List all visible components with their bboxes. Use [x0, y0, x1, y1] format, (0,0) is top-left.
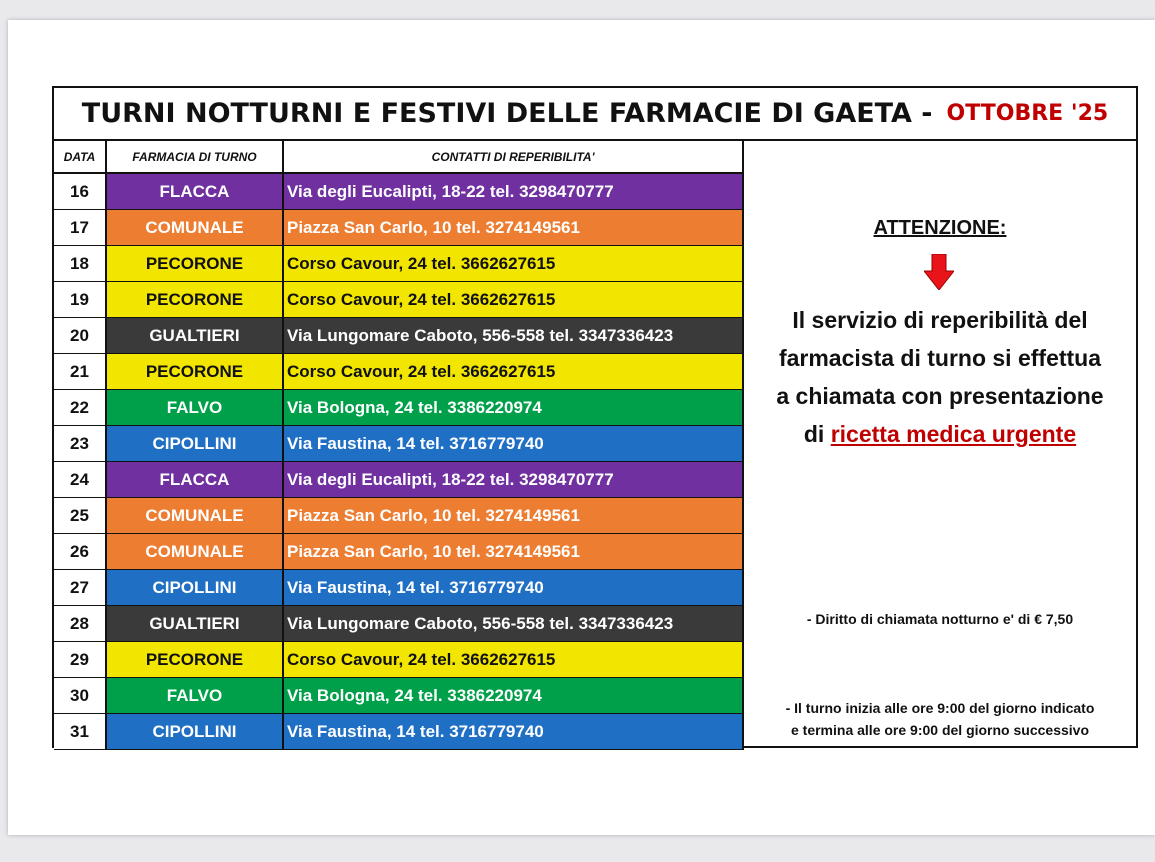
- table-title: [54, 88, 1136, 141]
- row-pharmacy: COMUNALE: [107, 210, 284, 246]
- row-contact: Via Faustina, 14 tel. 3716779740: [284, 426, 744, 462]
- row-contact: Via Lungomare Caboto, 556-558 tel. 3347336423: [284, 318, 744, 354]
- table-row: [54, 354, 744, 390]
- row-contact: Piazza San Carlo, 10 tel. 3274149561: [284, 498, 744, 534]
- row-contact: Via Faustina, 14 tel. 3716779740: [284, 714, 744, 750]
- notice-line-2: farmacista di turno si effettua: [778, 345, 1102, 371]
- row-pharmacy: GUALTIERI: [107, 606, 284, 642]
- notice-text: [744, 301, 1136, 453]
- row-contact: Via degli Eucalipti, 18-22 tel. 3298470777: [284, 462, 744, 498]
- row-pharmacy: CIPOLLINI: [107, 714, 284, 750]
- row-contact: Piazza San Carlo, 10 tel. 3274149561: [284, 534, 744, 570]
- document-page: [8, 20, 1155, 835]
- shift-hours-line-2: e termina alle ore 9:00 del giorno successivo: [790, 722, 1089, 738]
- row-date: 27: [54, 570, 107, 606]
- table-row: [54, 210, 744, 246]
- row-date: 26: [54, 534, 107, 570]
- row-contact: Piazza San Carlo, 10 tel. 3274149561: [284, 210, 744, 246]
- row-contact: Corso Cavour, 24 tel. 3662627615: [284, 282, 744, 318]
- table-row: [54, 426, 744, 462]
- table-row: [54, 678, 744, 714]
- table-row: [54, 570, 744, 606]
- table-row: [54, 498, 744, 534]
- urgent-prescription-highlight: ricetta medica urgente: [830, 421, 1077, 447]
- table-row: [54, 462, 744, 498]
- row-date: 20: [54, 318, 107, 354]
- row-pharmacy: PECORONE: [107, 354, 284, 390]
- notice-line-4-prefix: di: [803, 421, 825, 447]
- shift-hours-line-1: - Il turno inizia alle ore 9:00 del giorno indicato: [785, 700, 1095, 716]
- row-pharmacy: PECORONE: [107, 642, 284, 678]
- pharmacy-schedule-table: [52, 86, 1138, 748]
- row-date: 23: [54, 426, 107, 462]
- notice-line-3: a chiamata con presentazione: [776, 383, 1104, 409]
- row-date: 16: [54, 174, 107, 210]
- attention-heading: ATTENZIONE:: [873, 217, 1007, 239]
- row-pharmacy: FLACCA: [107, 174, 284, 210]
- table-row: [54, 174, 744, 210]
- table-row: [54, 606, 744, 642]
- table-row: [54, 282, 744, 318]
- table-row: [54, 390, 744, 426]
- notice-line-4: [744, 415, 1136, 453]
- row-date: 21: [54, 354, 107, 390]
- title-month: OTTOBRE '25: [946, 101, 1109, 126]
- notice-line-1: Il servizio di reperibilità del: [792, 307, 1088, 333]
- row-date: 25: [54, 498, 107, 534]
- red-down-arrow-icon: [924, 254, 954, 290]
- row-pharmacy: COMUNALE: [107, 534, 284, 570]
- header-date: DATA: [54, 141, 107, 174]
- table-row: [54, 246, 744, 282]
- row-date: 28: [54, 606, 107, 642]
- row-contact: Via Bologna, 24 tel. 3386220974: [284, 390, 744, 426]
- table-row: [54, 714, 744, 750]
- header-contacts: CONTATTI DI REPERIBILITA': [284, 141, 744, 174]
- row-date: 31: [54, 714, 107, 750]
- row-pharmacy: PECORONE: [107, 246, 284, 282]
- row-date: 30: [54, 678, 107, 714]
- row-contact: Corso Cavour, 24 tel. 3662627615: [284, 642, 744, 678]
- row-pharmacy: FALVO: [107, 390, 284, 426]
- row-pharmacy: FLACCA: [107, 462, 284, 498]
- row-date: 18: [54, 246, 107, 282]
- row-contact: Via degli Eucalipti, 18-22 tel. 3298470777: [284, 174, 744, 210]
- row-contact: Via Bologna, 24 tel. 3386220974: [284, 678, 744, 714]
- row-date: 17: [54, 210, 107, 246]
- row-pharmacy: COMUNALE: [107, 498, 284, 534]
- row-contact: Corso Cavour, 24 tel. 3662627615: [284, 246, 744, 282]
- table-row: [54, 534, 744, 570]
- title-main: TURNI NOTTURNI E FESTIVI DELLE FARMACIE DI GAETA -: [81, 98, 933, 129]
- header-pharmacy: FARMACIA DI TURNO: [107, 141, 284, 174]
- call-fee-note: - Diritto di chiamata notturno e' di € 7,50: [806, 611, 1074, 627]
- row-pharmacy: CIPOLLINI: [107, 426, 284, 462]
- row-contact: Via Faustina, 14 tel. 3716779740: [284, 570, 744, 606]
- schedule-rows: [54, 174, 744, 750]
- row-date: 22: [54, 390, 107, 426]
- shift-hours-note: [744, 697, 1136, 741]
- row-pharmacy: CIPOLLINI: [107, 570, 284, 606]
- notice-panel: [744, 141, 1136, 746]
- row-date: 24: [54, 462, 107, 498]
- row-pharmacy: GUALTIERI: [107, 318, 284, 354]
- row-date: 19: [54, 282, 107, 318]
- table-row: [54, 642, 744, 678]
- row-contact: Via Lungomare Caboto, 556-558 tel. 3347336423: [284, 606, 744, 642]
- row-pharmacy: PECORONE: [107, 282, 284, 318]
- row-pharmacy: FALVO: [107, 678, 284, 714]
- row-date: 29: [54, 642, 107, 678]
- row-contact: Corso Cavour, 24 tel. 3662627615: [284, 354, 744, 390]
- table-row: [54, 318, 744, 354]
